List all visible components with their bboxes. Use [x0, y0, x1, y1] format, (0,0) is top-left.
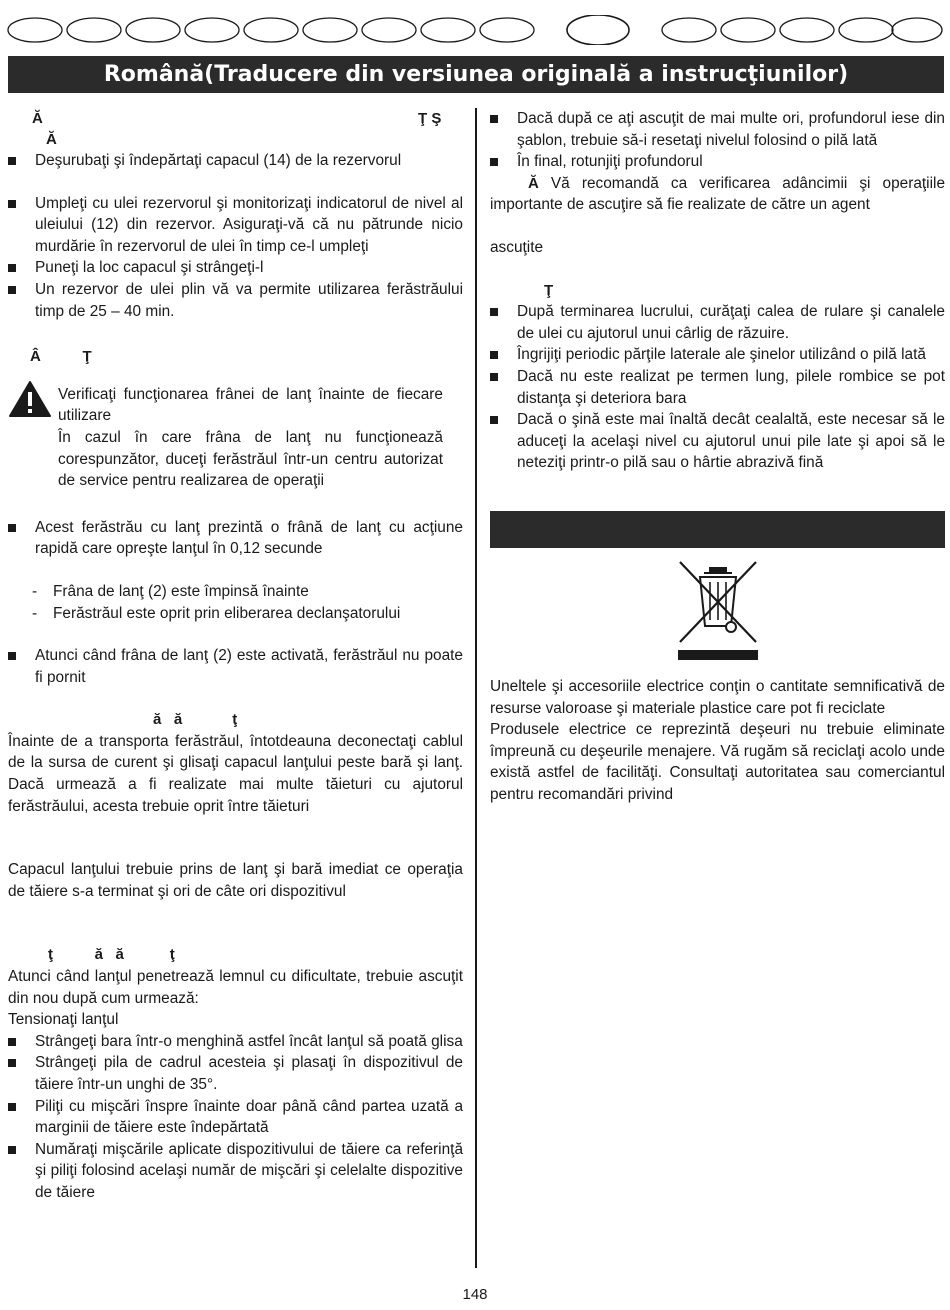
- list-item: Atunci când frâna de lanţ (2) este activată, ferăstrăul nu poate fi pornit: [8, 645, 463, 688]
- list-item: Îngrijiţi periodic părţile laterale ale şinelor utilizând o pilă lată: [490, 344, 945, 366]
- warning-text: În cazul în care frâna de lanţ nu funcţionează corespunzător, duceţi ferăstrăul într-un centru autorizat de service pentru realizarea de operaţii: [58, 428, 443, 490]
- list-item: Strângeţi bara într-o menghină astfel încât lanţul să poată glisa: [8, 1031, 463, 1053]
- section-heading-bar: [490, 511, 945, 548]
- list-item: După terminarea lucrului, curăţaţi calea de rulare şi canalele de ulei cu ajutorul unui cârlig de răzuire.: [490, 301, 945, 344]
- list-item: Dacă o şină este mai înaltă decât cealaltă, este necesar să le aduceţi la acelaşi nivel cu ajutorul unui pile late şi apoi să le neteziţi printr-o pilă sau o hârtie abrazivă fină: [490, 409, 945, 474]
- dash-item: - Ferăstrăul este oprit prin eliberarea declanşatorului: [8, 603, 463, 625]
- list-item: Un rezervor de ulei plin vă va permite utilizarea ferăstrăului timp de 25 – 40 min.: [8, 279, 463, 322]
- warning-block: [8, 384, 463, 492]
- paragraph: Tensionaţi lanţul: [8, 1011, 119, 1029]
- list-item: În final, rotunjiţi profundorul: [490, 151, 945, 173]
- warning-text: Verificaţi funcţionarea frânei de lanţ înainte de fiecare utilizare: [58, 385, 443, 425]
- list-item: Număraţi mişcările aplicate dispozitivului de tăiere ca referinţă şi piliţi folosind acelaşi număr de mişcări şi celelalte dispozitive de tăiere: [8, 1139, 463, 1204]
- paragraph: Capacul lanţului trebuie prins de lanţ şi bară imediat ce operaţia de tăiere s-a terminat şi ori de câte ori dispozitivul: [8, 861, 463, 900]
- list-item: Deşurubaţi şi îndepărtaţi capacul (14) de la rezervorul: [8, 150, 463, 172]
- warning-triangle-icon: [8, 380, 52, 418]
- dash-item: - Frâna de lanţ (2) este împinsă înainte: [8, 581, 463, 603]
- crossed-out-bin-icon: [676, 558, 760, 662]
- paragraph: Înainte de a transporta ferăstrăul, întotdeauna deconectaţi cablul de la sursa de curent şi glisaţi capacul lanţului peste bară şi lanţ. Dacă urmează a fi realizate mai multe tăieturi cu ajutorul ferăstrăului, acesta trebuie oprit între tăieturi: [8, 732, 463, 815]
- page-number: 148: [462, 1286, 488, 1303]
- list-item: Dacă nu este realizat pe termen lung, pilele rombice se pot distanţa şi deteriora bara: [490, 366, 945, 409]
- list-item: Umpleţi cu ulei rezervorul şi monitorizaţi indicatorul de nivel al uleiului (12) din rezervor. Asiguraţi-vă că nu pătrunde nicio murdărie în rezervorul de ulei în timp ce-l umpleţi: [8, 193, 463, 258]
- list-item: Piliţi cu mişcări înspre înainte doar până când partea uzată a marginii de tăiere este îndepărtată: [8, 1096, 463, 1139]
- list-item: Acest ferăstrău cu lanţ prezintă o frână de lanţ cu acţiune rapidă care opreşte lanţul în 0,12 secunde: [8, 517, 463, 560]
- section-heading-oil: Ă Ţ Ş: [32, 110, 442, 127]
- list-item: Strângeţi pila de cadrul acesteia şi plasaţi în dispozitivul de tăiere într-un unghi de 35°.: [8, 1052, 463, 1095]
- column-divider: [475, 108, 477, 1268]
- list-item: Puneţi la loc capacul şi strângeţi-l: [8, 257, 463, 279]
- paragraph: Produsele electrice ce reprezintă deşeuri nu trebuie eliminate împreună cu deşeurile menajere. Vă rugăm să reciclaţi acolo unde există astfel de facilităţi. Consultaţi autoritatea sau comerciantul pentru recomandări privind: [490, 721, 945, 803]
- paragraph: Atunci când lanţul penetrează lemnul cu dificultate, trebuie ascuţit din nou după cum urmează:: [8, 968, 463, 1007]
- right-column: [490, 108, 945, 805]
- section-heading-sharpening: ţ ă ă ţ: [48, 946, 175, 964]
- section-heading-transport: ă ă ţ: [153, 711, 238, 729]
- section-heading-oil-line2: Ă: [46, 131, 57, 148]
- section-heading-brake: Â Ţ: [30, 348, 92, 366]
- section-heading-maintenance: Ţ: [544, 281, 554, 299]
- left-column: [8, 108, 463, 1204]
- paragraph: Ă Vă recomandă ca verificarea adâncimii şi operaţiile importante de ascuţire să fie realizate de către un agent: [490, 174, 946, 214]
- header-oval-strip: [6, 15, 946, 45]
- paragraph: Uneltele şi accesoriile electrice conţin o cantitate semnificativă de resurse valoroase şi materiale plastice care pot fi reciclate: [490, 677, 945, 717]
- paragraph: ascuţite: [490, 238, 544, 256]
- page-title: Română(Traducere din versiunea originală a instrucţiunilor): [8, 56, 944, 93]
- list-item: Dacă după ce aţi ascuţit de mai multe ori, profundorul iese din şablon, trebuie să-i resetaţi nivelul folosind o pilă lată: [490, 108, 945, 151]
